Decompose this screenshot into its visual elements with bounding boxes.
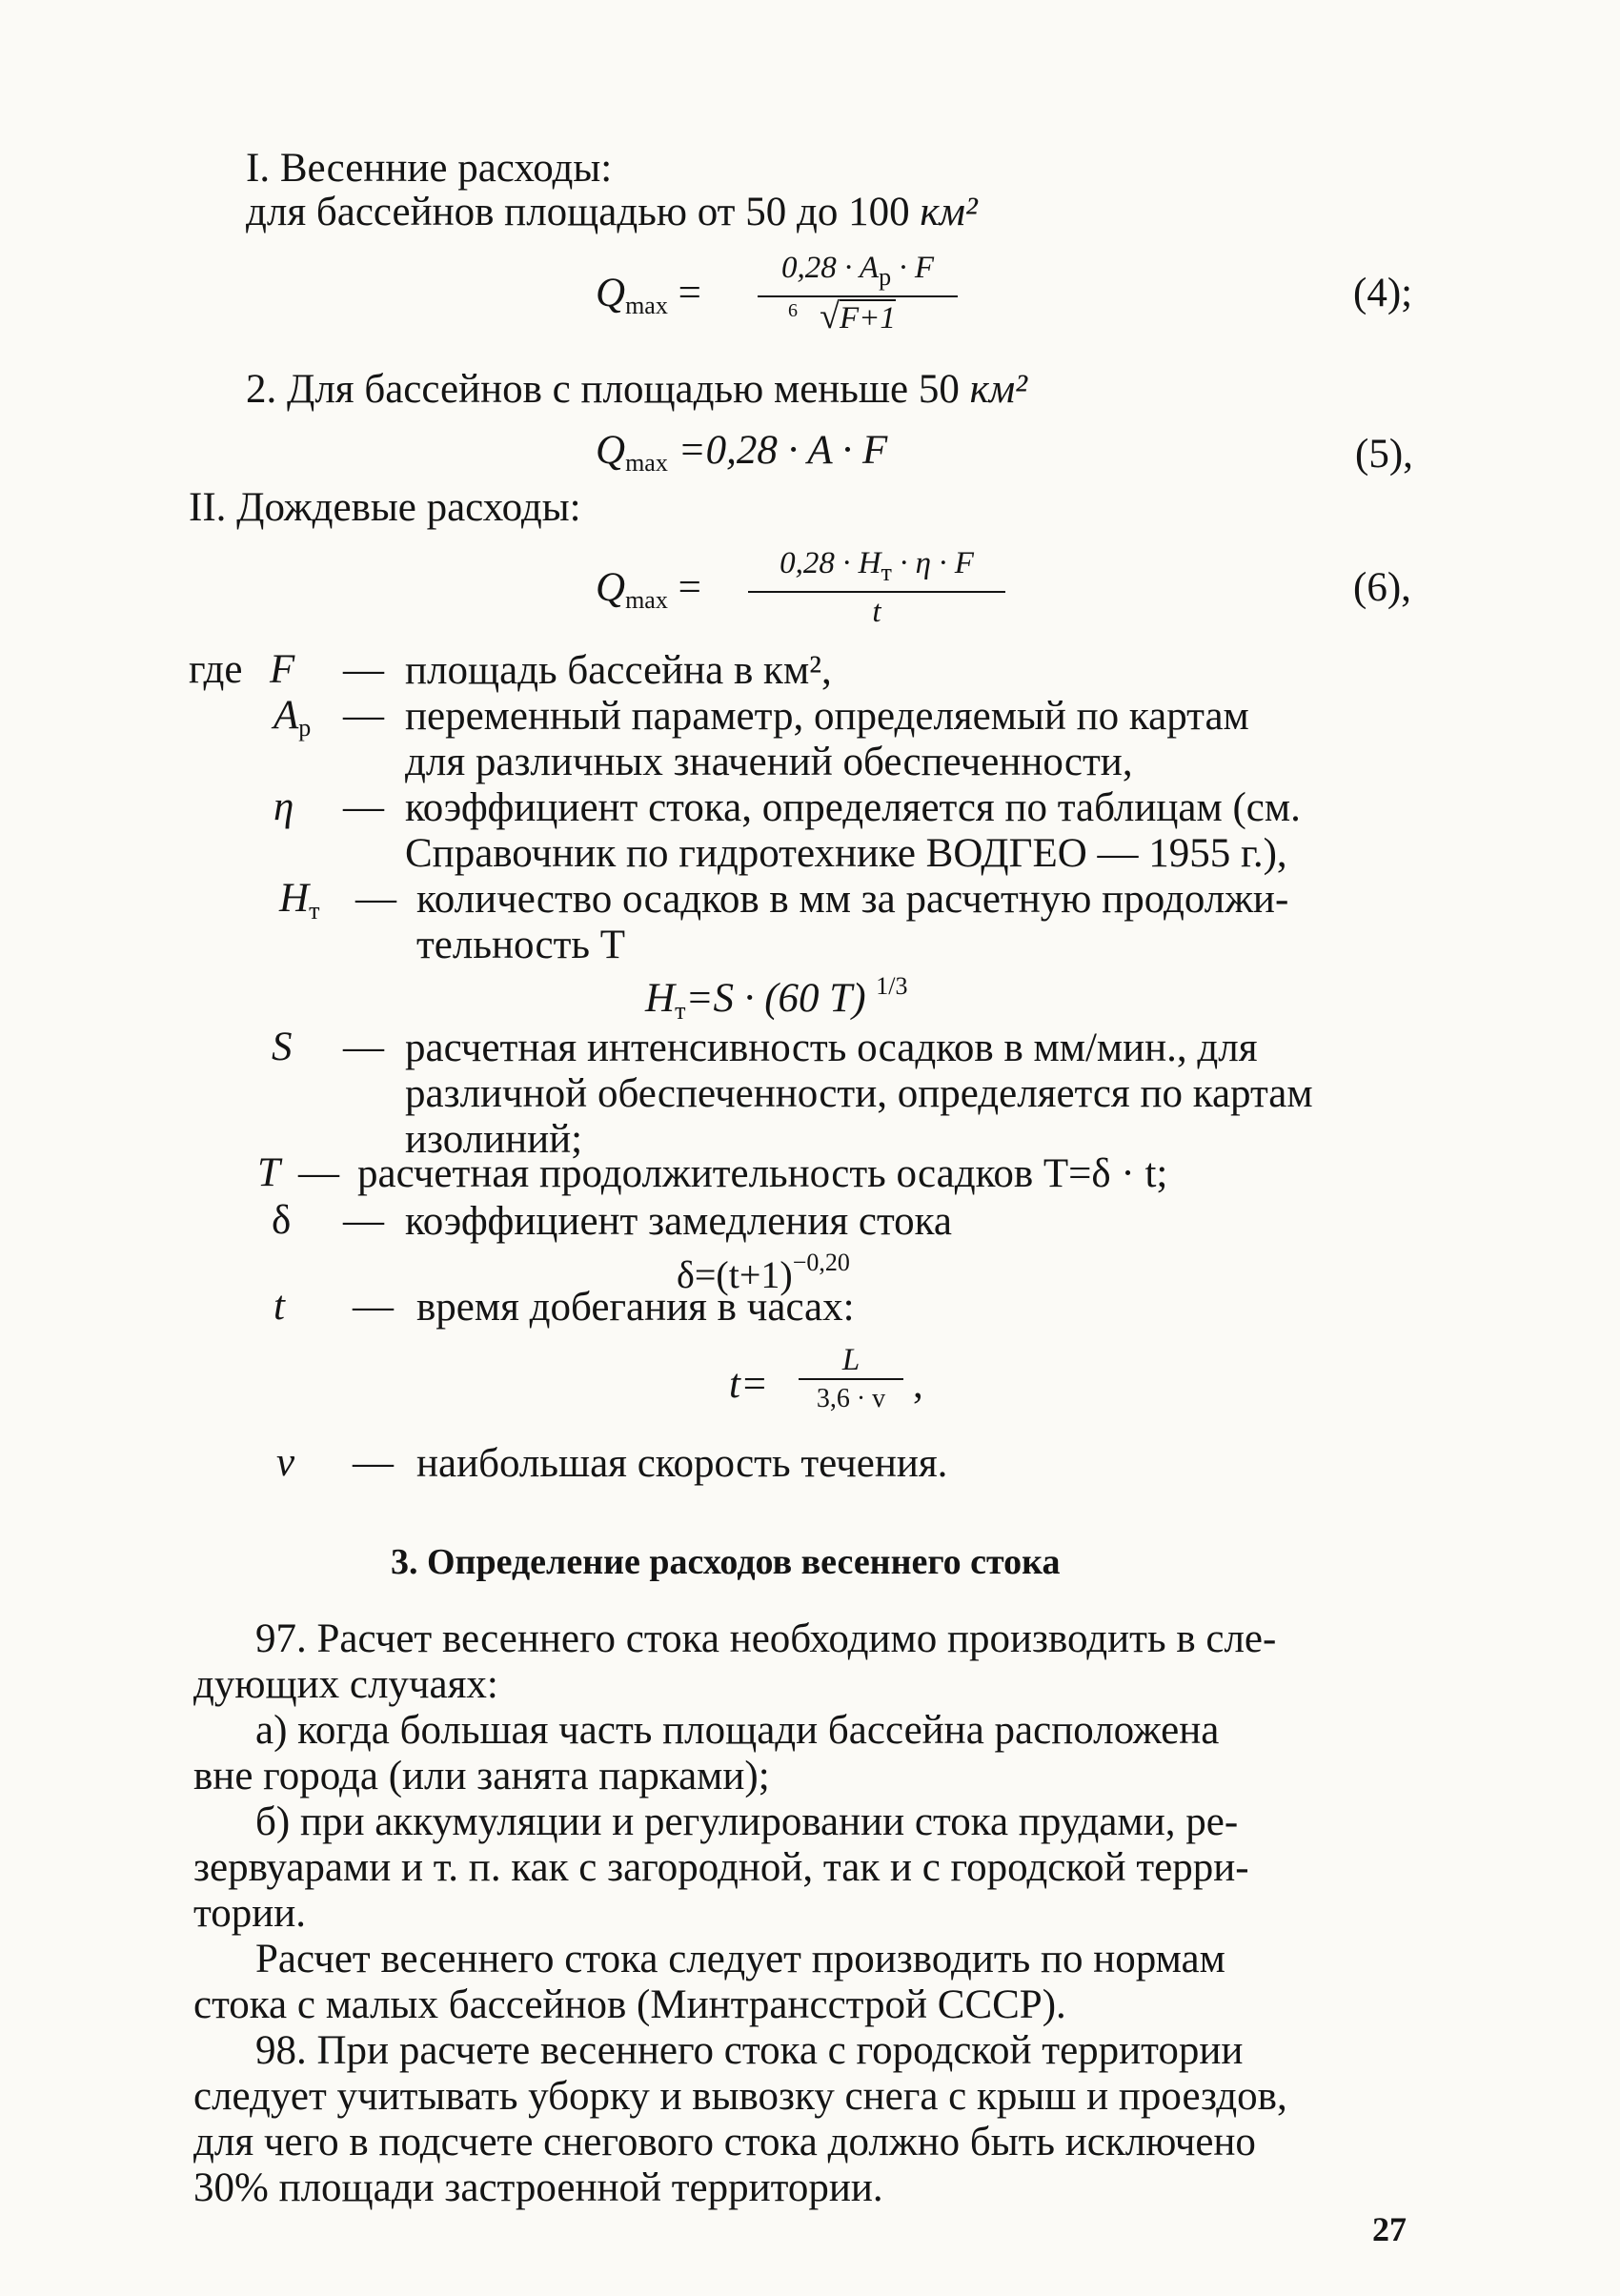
eq5: $Q_{max} =0,28 \cdot A \cdot F$ [596,428,888,477]
eq4-fraction [758,250,958,337]
eq6-lhs: $Q_{max}$ = [596,565,701,614]
def-sym-Ht: $H_т$ [279,876,320,924]
eq4-number: (4); [1353,271,1413,315]
def-dash: — [298,1150,339,1195]
eq-t-fraction: L 3,6 · v [799,1342,903,1418]
def-S-text: расчетная интенсивность осадков в мм/мин., для различной обеспеченности, определяется по картам изолиний; [405,1026,1313,1162]
eq5-number: (5), [1355,432,1413,477]
root-sign-icon: √ [820,296,840,336]
def-dash: — [355,876,396,921]
eq4-numerator: $0,28 \cdot A_p \cdot F$ [781,251,934,291]
eq4-lhs: $Q_{max}$ = [596,271,701,319]
def-sym-F: F [270,647,295,692]
def-F-text: площадь бассейна в км², [405,648,832,693]
def-dash: — [343,1025,384,1069]
def-T-text: расчетная продолжительность осадков T=δ · t; [357,1151,1168,1196]
def-Ht-text: количество осадков в мм за расчетную продолжи- тельность T [416,877,1289,967]
eq-H: $H_т=S \cdot (60$ T) $^{1/3}$ [645,972,908,1025]
def-eta-text: коэффициент стока, определяется по таблицам (см. Справочник по гидротехнике ВОДГЕО — 1955 г.), [405,785,1301,876]
eq-t-lhs: t= [729,1362,768,1407]
def-dash: — [343,784,384,829]
eq6-fraction [748,545,1005,631]
def-dash: — [353,1284,394,1329]
eq-t-tail: , [913,1362,923,1407]
def-dash: — [353,1440,394,1485]
def-v-text: наибольшая скорость течения. [416,1441,948,1486]
def-sym-delta: δ [272,1198,292,1243]
page-number: 27 [1372,2210,1407,2248]
paragraph-norm: Расчет весеннего стока следует производить по нормам стока с малых бассейнов (Минтрансстрой СССР). [193,1937,1225,2027]
def-sym-S: S [272,1025,293,1069]
def-dash: — [343,693,384,738]
def-delta-text: коэффициент замедления стока [405,1199,952,1244]
paragraph-b: б) при аккумуляции и регулировании стока прудами, ре- зервуарами и т. п. как с загородной, так и с городской терри- тории. [193,1799,1249,1936]
def-dash: — [343,1198,384,1243]
spring-case2: 2. Для бассейнов с площадью меньше 50 км² [246,367,1028,412]
eq4-denominator: 6 √F+1 [788,296,896,336]
unit-km2: км² [920,190,978,234]
rain-heading: II. Дождевые расходы: [189,485,581,530]
def-sym-T: T [257,1150,280,1195]
eq-delta: $\delta=(t+1)^{-0,20}$ [677,1249,850,1296]
spring-heading: I. Весенние расходы: [246,146,613,191]
paragraph-a: а) когда большая часть площади бассейна расположена вне города (или занята парками); [193,1708,1220,1798]
where-label: где [189,647,243,692]
def-sym-t: t [273,1284,285,1329]
def-dash: — [343,647,384,692]
def-sym-v: v [276,1440,295,1485]
def-sym-eta: η [273,784,294,829]
paragraph-97: 97. Расчет весеннего стока необходимо производить в сле- дующих случаях: [193,1616,1277,1707]
eq6-numerator: $0,28 \cdot H_т \cdot \eta \cdot F$ [780,546,974,586]
paragraph-98: 98. При расчете весеннего стока с городской территории следует учитывать уборку и вывозку снега с крыш и проездов, для чего в подсчете снегового стока должно быть исключено 30% площади застроенной территории. [193,2028,1287,2210]
spring-case1: для бассейнов площадью от 50 до 100 км² [246,190,978,234]
def-sym-Ap: $A_p$ [273,693,312,742]
eq6-number: (6), [1353,565,1411,610]
eq6-denominator: t [872,595,881,629]
section-title: 3. Определение расходов весеннего стока [391,1542,1061,1582]
def-t-text: время добегания в часах: [416,1285,855,1330]
def-Ap-text: переменный параметр, определяемый по картам для различных значений обеспеченности, [405,694,1249,784]
